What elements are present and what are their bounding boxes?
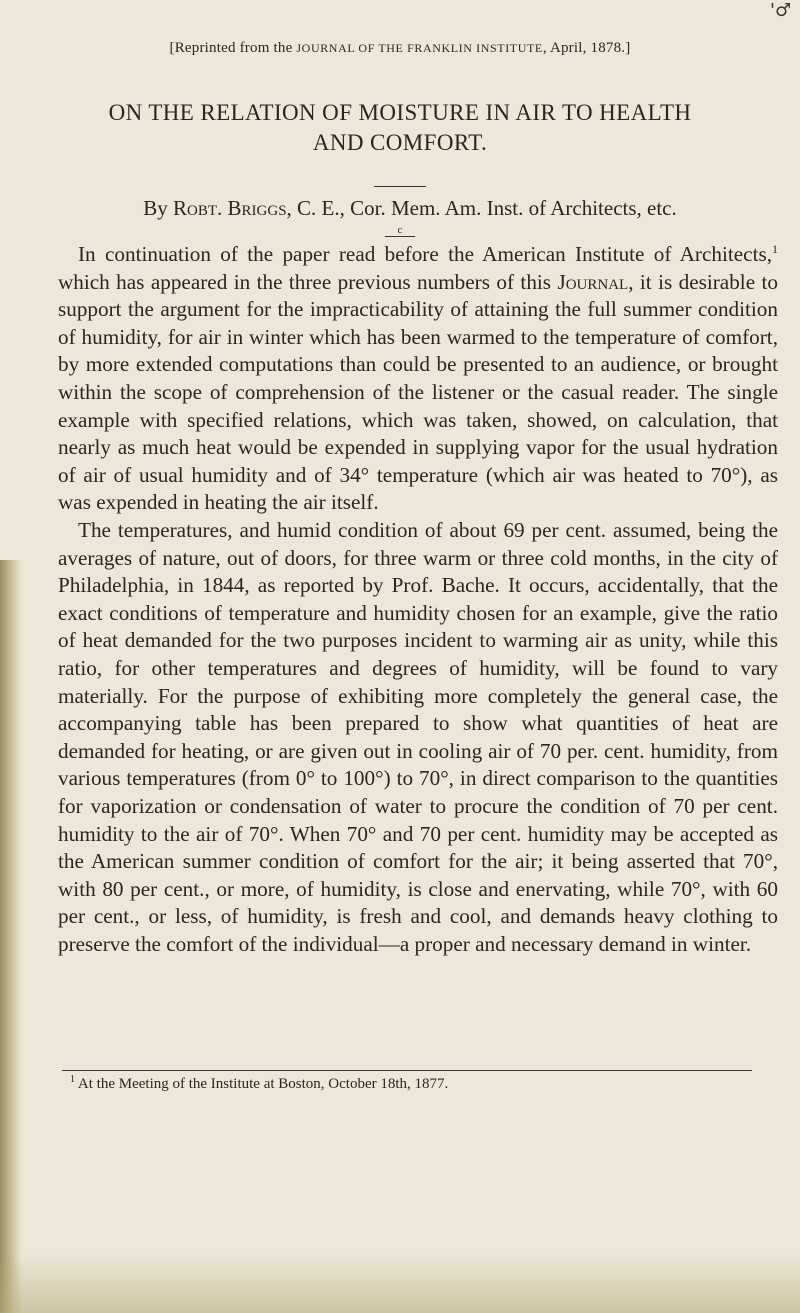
- page-bottom-shadow: [0, 1253, 800, 1313]
- journal-reference: Journal: [557, 269, 629, 294]
- author-name: Robt. Briggs: [173, 196, 287, 220]
- reprint-notice: [0, 40, 800, 57]
- byline-prefix: By: [143, 196, 174, 220]
- reprint-suffix: , April, 1878.]: [542, 40, 631, 56]
- paragraph-1-part-2: which has appeared in the three previous numbers of this: [58, 269, 558, 294]
- paragraph-1: [58, 236, 778, 517]
- footnote-reference: 1: [772, 242, 778, 256]
- title-line-1: ON THE RELATION OF MOISTURE IN AIR TO HEALTH: [108, 100, 692, 125]
- author-credentials: , C. E., Cor. Mem. Am. Inst. of Architects, etc.: [286, 196, 677, 220]
- article-title: [40, 98, 760, 158]
- footnote-text: At the Meeting of the Institute at Boston, October 18th, 1877.: [75, 1076, 449, 1092]
- footnote-divider: [62, 1070, 752, 1071]
- reprint-prefix: [Reprinted from the: [169, 40, 297, 56]
- title-divider: [374, 186, 426, 187]
- footnote: [70, 1074, 760, 1093]
- page-corner-mark: '♂: [770, 0, 792, 21]
- page-edge-shadow: [0, 560, 22, 1313]
- reprint-journal-name: JOURNAL OF THE FRANKLIN INSTITUTE: [296, 41, 543, 55]
- footnote-mark: 1: [70, 1074, 75, 1085]
- byline-ornament: c: [385, 224, 415, 237]
- article-body: [58, 236, 778, 959]
- paragraph-1-part-3: , it is desirable to support the argument for the impracticability of attaining the full summer condition of humidity, for air in winter which has been warmed to the temperature of comfort, by more extended computations than could be presented to an audience, or brought within the scope of comprehension of the listener or the casual reader. The single example with specified relations, which was taken, showed, on calculation, that nearly as much heat would be expended in supplying vapor for the usual hydration of air of usual humidity and of 34° temperature (which air was heated to 70°), as was expended in heating the air itself.: [58, 269, 778, 515]
- byline: [60, 196, 760, 221]
- paragraph-2: The temperatures, and humid condition of about 69 per cent. assumed, being the averages of nature, out of doors, for three warm or three cold months, in the city of Philadelphia, in 1844, as reported by Prof. Bache. It occurs, accidentally, that the exact conditions of temperature and humidity chosen for an example, give the ratio of heat demanded for the two purposes incident to warming air as unity, while this ratio, for other temperatures and degrees of humidity, will be found to vary materially. For the purpose of exhibiting more completely the general case, the accompanying table has been prepared to show what quantities of heat are demanded for heating, or are given out in cooling air of 70 per. cent. humidity, from various temperatures (from 0° to 100°) to 70°, in direct comparison to the quantities for vaporization or condensation of water to procure the condition of 70 per cent. humidity to the air of 70°. When 70° and 70 per cent. humidity may be accepted as the American summer condition of comfort for the air; it being asserted that 70°, with 80 per cent., or more, of humidity, is close and enervating, while 70°, with 60 per cent., or less, of humidity, is fresh and cool, and demands heavy clothing to preserve the comfort of the individual—a proper and necessary demand in winter.: [58, 518, 778, 956]
- paragraph-1-part-1: In continuation of the paper read before the American Institute of Architects,: [78, 242, 772, 267]
- title-line-2: AND COMFORT.: [312, 130, 488, 155]
